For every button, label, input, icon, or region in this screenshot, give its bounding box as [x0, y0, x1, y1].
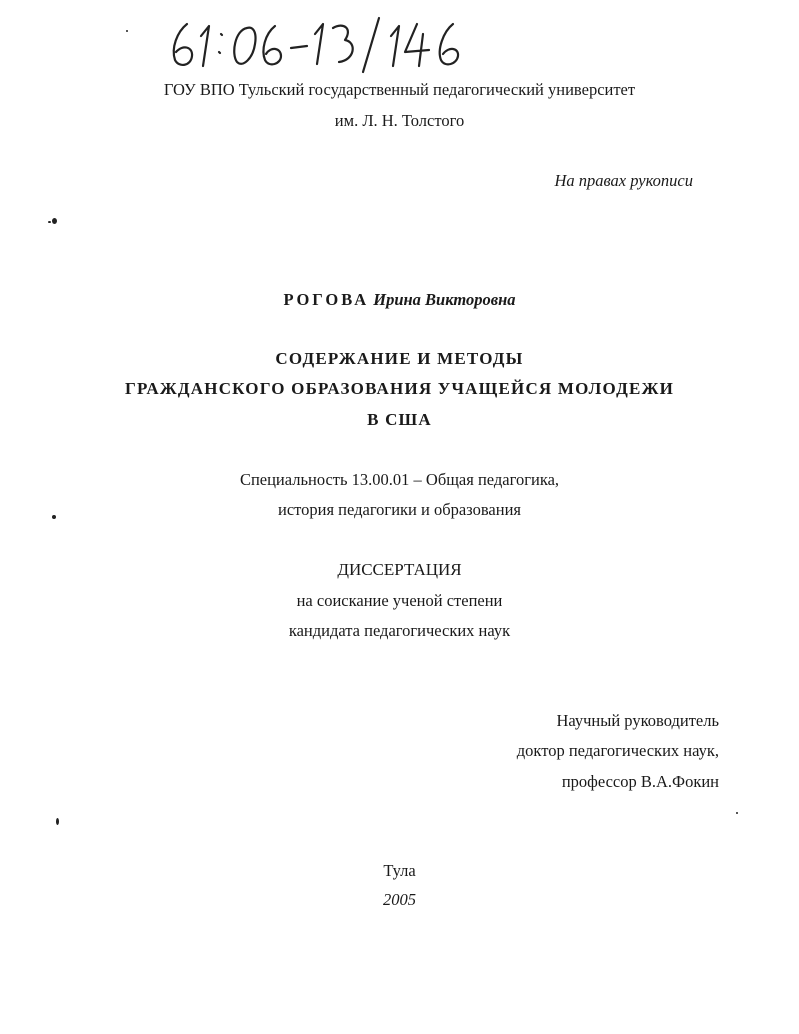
supervisor-degree: доктор педагогических наук, — [516, 741, 719, 760]
author-surname: РОГОВА — [283, 290, 370, 309]
title-line-2: ГРАЖДАНСКОГО ОБРАЗОВАНИЯ УЧАЩЕЙСЯ МОЛОДЕЖИ — [124, 379, 674, 398]
manuscript-rights: На правах рукописи — [554, 171, 693, 190]
scan-speck — [126, 30, 128, 32]
institution-honorific: им. Л. Н. Толстого — [334, 111, 465, 130]
dissertation-label: ДИССЕРТАЦИЯ — [337, 560, 462, 579]
handwritten-archive-code — [165, 14, 505, 74]
author-name — [0, 290, 799, 310]
supervisor-title: Научный руководитель — [556, 711, 719, 730]
scan-speck — [736, 812, 738, 814]
scan-speck — [52, 515, 56, 519]
year: 2005 — [383, 890, 416, 909]
supervisor-name: профессор В.А.Фокин — [561, 772, 719, 791]
place: Тула — [383, 861, 416, 880]
author-given-names: Ирина Викторовна — [373, 290, 516, 309]
specialty-line-1: Специальность 13.00.01 – Общая педагогика, — [239, 470, 560, 489]
degree-line-1: на соискание ученой степени — [296, 591, 503, 610]
scan-speck — [56, 818, 59, 825]
scan-speck — [48, 221, 51, 223]
title-line-3: В США — [367, 410, 432, 429]
degree-line-2: кандидата педагогических наук — [288, 621, 511, 640]
specialty-line-2: история педагогики и образования — [277, 500, 521, 519]
institution-name: ГОУ ВПО Тульский государственный педагогический университет — [163, 80, 636, 99]
scan-speck — [52, 218, 57, 224]
title-line-1: СОДЕРЖАНИЕ И МЕТОДЫ — [275, 349, 524, 368]
